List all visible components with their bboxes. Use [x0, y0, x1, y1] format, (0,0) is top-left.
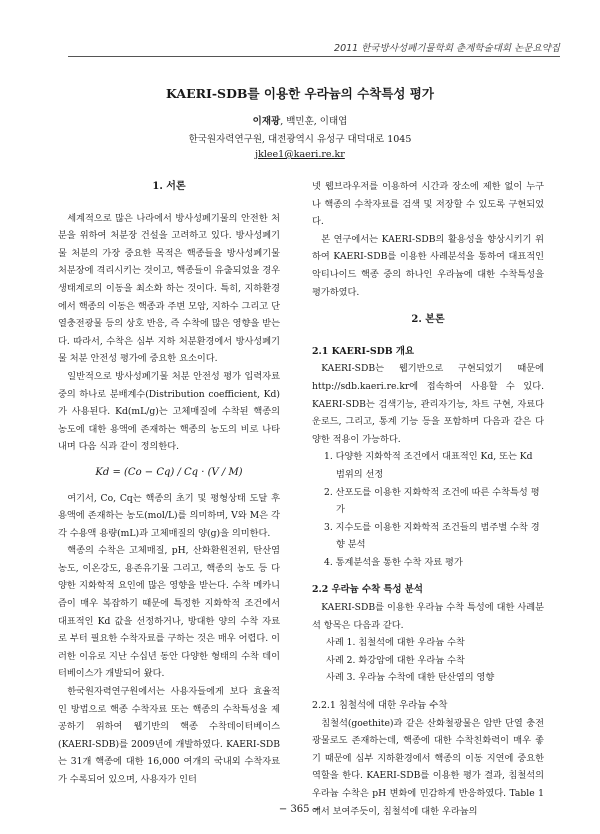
application-list: [312, 448, 544, 571]
section-1-heading: 1. 서론: [152, 181, 186, 192]
list-item: 3. 지수도를 이용한 지화학적 조건들의 범주별 수착 경향 분석: [324, 521, 540, 551]
goethite-paragraph: 침철석(goethite)과 같은 산화철광물은 암반 단열 충전광물로도 존재하는데, 핵종에 대한 수착친화력이 매우 좋기 때문에 심부 지하환경에서 핵종의 이동 지연에 중요한 역할을 한다. KAERI-SDB를 이용한 평가 결과, 침철석의 우라늄 수착은 pH 변화에 민감하게 반응하였다. Table 1에서 보여주듯이, 침철석에 대한 우라늄의: [312, 717, 544, 817]
intro-paragraph-3: 여기서, Co, Cq는 핵종의 초기 및 평형상태 도달 후 용액에 존재하는 농도(mol/L)를 의미하며, V와 M은 각각 수용액 용량(mL)과 고체매질의 양(g)을 의미한다.: [58, 492, 280, 539]
intro-continued: 넷 웹브라우저를 이용하여 시간과 장소에 제한 없이 누구나 핵종의 수착자료를 검색 및 저장할 수 있도록 구현되었다.: [312, 181, 544, 228]
authors: [0, 113, 600, 127]
header-rule: [68, 56, 560, 57]
intro-paragraph-6: 본 연구에서는 KAERI-SDB의 활용성을 향상시키기 위하여 KAERI-SDB를 이용한 사례분석을 통하여 대표적인 악티나이드 핵종 중의 하나인 우라늄에 대한 수착특성을 평가하였다.: [312, 233, 544, 298]
list-item: 사례 1. 침철석에 대한 우라늄 수착: [326, 637, 465, 649]
sdb-overview-paragraph: KAERI-SDB는 웹기반으로 구현되었기 때문에 http://sdb.kaeri.re.kr에 접속하여 사용할 수 있다. KAERI-SDB는 검색기능, 관리자기능, 차트 구현, 자료다운로드, 그리고, 통계 기능 등을 포함하며 다음과 같은 다양한 적용이 가능하다.: [312, 363, 544, 445]
case-list: [312, 634, 544, 687]
section-2-2-heading: 2.2 우라늄 수착 특성 분석: [312, 584, 423, 596]
section-2-2-1-heading: 2.2.1 침철석에 대한 우라늄 수착: [312, 700, 448, 712]
list-item: 2. 산포도를 이용한 지화학적 조건에 따른 수착특성 평가: [324, 486, 540, 516]
intro-paragraph-2: 일반적으로 방사성폐기물 처분 안전성 평가 입력자료 중의 하나로 분배계수(Distribution coefficient, Kd)가 사용된다. Kd(mL/g)는 고체매질에 수착된 핵종의 농도에 대한 용액에 존재하는 핵종의 농도의 비로 나타내며 다음 식과 같이 정의한다.: [58, 370, 280, 453]
left-column: [58, 178, 280, 789]
right-column: [312, 178, 544, 820]
list-item: 사례 3. 우라늄 수착에 대한 탄산염의 영향: [326, 672, 495, 684]
kd-formula: Kd = (Co − Cq) / Cq · (V / M): [95, 466, 243, 478]
uranium-sorption-paragraph: KAERI-SDB를 이용한 우라늄 수착 특성에 대한 사례분석 항목은 다음과 같다.: [312, 602, 544, 631]
first-author: 이재광: [252, 116, 281, 127]
page-number: − 365 −: [278, 804, 322, 815]
section-2-heading: 2. 본론: [411, 314, 445, 326]
affiliation: 한국원자력연구원, 대전광역시 유성구 대덕대로 1045: [188, 134, 412, 145]
list-item: 사례 2. 화강암에 대한 우라늄 수착: [326, 654, 465, 666]
co-authors: , 백민훈, 이태엽: [280, 116, 348, 127]
intro-paragraph-4: 핵종의 수착은 고체매질, pH, 산화환원전위, 탄산염 농도, 이온강도, 용존유기물 그리고, 핵종의 농도 등 다양한 지화학적 요인에 많은 영향을 받는다. 수착 메카니즘이 매우 복잡하기 때문에 특정한 지화학적 조건에서 대표적인 Kd 값을 선정하거나, 방대한 양의 수착 자료로 부터 필요한 수착자료를 구하는 것은 매우 어렵다. 이러한 이유로 지난 수십년 동안 다양한 형태의 수착 데이터베이스가 개발되어 왔다.: [58, 545, 280, 680]
list-item: 4. 통계분석을 통한 수착 자료 평가: [324, 556, 463, 568]
intro-paragraph-5: 한국원자력연구원에서는 사용자들에게 보다 효율적인 방법으로 핵종 수착자료 또는 핵종의 수착특성을 제공하기 위하여 웹기반의 핵종 수착데이터베이스(KAERI-SDB)를 2009년에 개발하였다. KAERI-SDB는 31개 핵종에 대한 16,000 여개의 국내외 수착자료가 수록되어 있으며, 사용자가 인터: [58, 686, 280, 785]
paper-title: KAERI-SDB를 이용한 우라늄의 수착특성 평가: [166, 86, 434, 101]
running-head: 2011 한국방사성폐기물학회 춘계학술대회 논문요약집: [334, 43, 560, 54]
section-2-1-heading: 2.1 KAERI-SDB 개요: [312, 345, 415, 357]
list-item: 1. 다양한 지화학적 조건에서 대표적인 Kd, 또는 Kd 범위의 선정: [324, 451, 533, 480]
email-link[interactable]: jklee1@kaeri.re.kr: [255, 149, 345, 160]
intro-paragraph-1: 세계적으로 많은 나라에서 방사성폐기물의 안전한 처분을 위하여 처분장 건설을 고려하고 있다. 방사성폐기물 처분의 가장 중요한 목적은 핵종들을 방사성폐기물 처분장에 격리시키는 것이고, 핵종들이 유출되었을 경우 생태계로의 이동을 최소화 하는 것이다. 특히, 지하환경에서 핵종의 이동은 핵종과 주변 모암, 지하수 그리고 단열충전광물 등의 상호 반응, 즉 수착에 많은 영향을 받는다. 따라서, 수착은 심부 지하 처분환경에서 방사성폐기물 처분 안전성 평가에 중요한 요소이다.: [58, 212, 280, 365]
